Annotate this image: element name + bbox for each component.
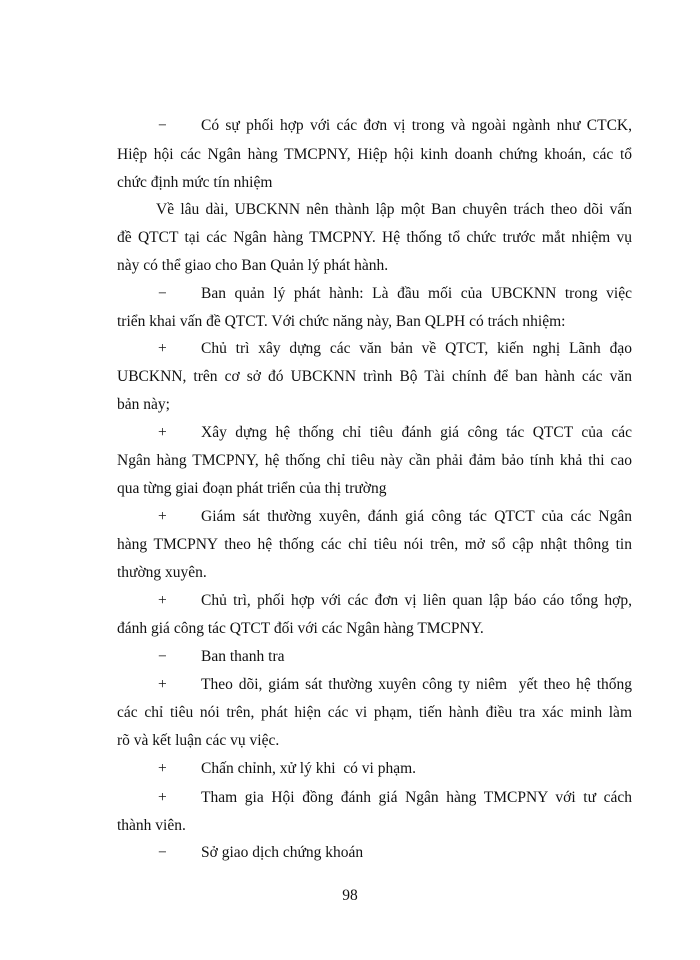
text-line: các chỉ tiêu nói trên, phát hiện các vi phạm, tiến hành điều tra xác minh làm	[117, 704, 632, 721]
text-line: rõ và kết luận các vụ việc.	[117, 732, 280, 749]
dash-bullet-marker: −	[158, 648, 167, 665]
text-line: Chấn chỉnh, xử lý khi có vi phạm.	[201, 760, 417, 777]
text-line: thành viên.	[117, 817, 186, 834]
text-line: Chủ trì xây dựng các văn bản về QTCT, kiến nghị Lãnh đạo	[201, 340, 632, 357]
plus-bullet-marker: +	[158, 592, 167, 609]
text-line: UBCKNN, trên cơ sở đó UBCKNN trình Bộ Tài chính để ban hành các văn	[117, 368, 632, 385]
paragraph-line: đề QTCT tại các Ngân hàng TMCPNY. Hệ thống tổ chức trước mắt nhiệm vụ	[117, 229, 632, 246]
page-number: 98	[342, 887, 358, 904]
text-line: triển khai vấn đề QTCT. Với chức năng này, Ban QLPH có trách nhiệm:	[117, 313, 566, 330]
text-line: qua từng giai đoạn phát triển của thị trường	[117, 480, 387, 497]
section-heading: Ban thanh tra	[201, 648, 285, 665]
text-line: Hiệp hội các Ngân hàng TMCPNY, Hiệp hội kinh doanh chứng khoán, các tổ	[117, 146, 632, 163]
text-line: Xây dựng hệ thống chỉ tiêu đánh giá công tác QTCT của các	[201, 424, 632, 441]
text-line: Ngân hàng TMCPNY, hệ thống chỉ tiêu này cần phải đảm bảo tính khả thi cao	[117, 452, 632, 469]
dash-bullet-marker: −	[158, 285, 167, 302]
plus-bullet-marker: +	[158, 760, 167, 777]
section-heading: Sở giao dịch chứng khoán	[201, 844, 364, 861]
paragraph-line: Về lâu dài, UBCKNN nên thành lập một Ban chuyên trách theo dõi vấn	[156, 201, 632, 218]
plus-bullet-marker: +	[158, 789, 167, 806]
text-line: đánh giá công tác QTCT đối với các Ngân hàng TMCPNY.	[117, 620, 484, 637]
text-line: hàng TMCPNY theo hệ thống các chỉ tiêu nói trên, mở sổ cập nhật thông tin	[117, 536, 632, 553]
text-line: Theo dõi, giám sát thường xuyên công ty niêm yết theo hệ thống	[201, 676, 632, 693]
text-line: chức định mức tín nhiệm	[117, 174, 273, 191]
text-line: Tham gia Hội đồng đánh giá Ngân hàng TMCPNY với tư cách	[201, 789, 632, 806]
plus-bullet-marker: +	[158, 676, 167, 693]
dash-bullet-marker: −	[158, 117, 167, 134]
text-line: Ban quản lý phát hành: Là đầu mối của UBCKNN trong việc	[201, 285, 632, 302]
paragraph-line: này có thể giao cho Ban Quản lý phát hành.	[117, 257, 389, 274]
text-line: Chủ trì, phối hợp với các đơn vị liên quan lập báo cáo tổng hợp,	[201, 592, 632, 609]
plus-bullet-marker: +	[158, 340, 167, 357]
text-line: bản này;	[117, 396, 170, 413]
plus-bullet-marker: +	[158, 424, 167, 441]
dash-bullet-marker: −	[158, 844, 167, 861]
text-line: thường xuyên.	[117, 564, 207, 581]
text-line: Giám sát thường xuyên, đánh giá công tác QTCT của các Ngân	[201, 508, 632, 525]
plus-bullet-marker: +	[158, 508, 167, 525]
text-line: Có sự phối hợp với các đơn vị trong và ngoài ngành như CTCK,	[201, 117, 632, 134]
